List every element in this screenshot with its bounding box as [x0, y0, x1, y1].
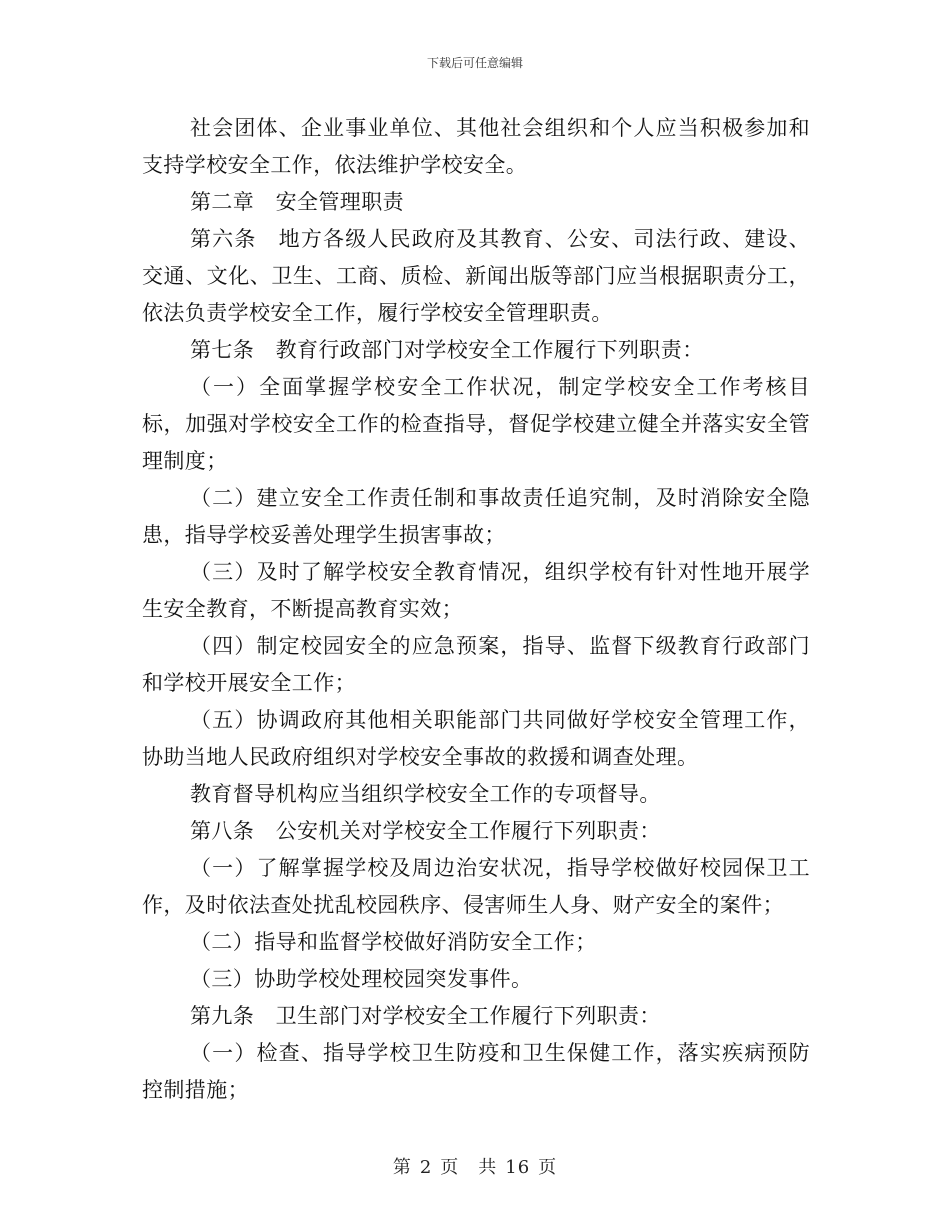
article-9: 第九条 卫生部门对学校安全工作履行下列职责：	[190, 1004, 661, 1028]
article-7-item-1: （一）全面掌握学校安全工作状况，制定学校安全工作考核目标，加强对学校安全工作的检查指导，督促学校建立健全并落实安全管理制度；	[142, 375, 810, 473]
page-footer	[0, 1153, 950, 1179]
chapter-heading: 第二章 安全管理职责	[190, 190, 404, 214]
article-8: 第八条 公安机关对学校安全工作履行下列职责：	[190, 819, 661, 843]
page-header: 下载后可任意编辑	[426, 56, 523, 70]
footer-middle: 页 共	[440, 1157, 498, 1178]
footer-current-page: 2	[419, 1157, 433, 1178]
document-body	[142, 110, 810, 1109]
article-8-item-2: （二）指导和监督学校做好消防安全工作；	[190, 930, 597, 954]
footer-prefix: 第	[392, 1157, 412, 1178]
article-8-item-1: （一）了解掌握学校及周边治安状况，指导学校做好校园保卫工作，及时依法查处扰乱校园秩序、侵害师生人身、财产安全的案件；	[142, 856, 810, 917]
article-7: 第七条 教育行政部门对学校安全工作履行下列职责：	[190, 338, 704, 362]
supervision-paragraph: 教育督导机构应当组织学校安全工作的专项督导。	[190, 782, 661, 806]
footer-suffix: 页	[538, 1157, 558, 1178]
footer-total-pages: 16	[505, 1157, 531, 1178]
article-9-item-1: （一）检查、指导学校卫生防疫和卫生保健工作，落实疾病预防控制措施；	[142, 1041, 810, 1102]
paragraph-1: 社会团体、企业事业单位、其他社会组织和个人应当积极参加和支持学校安全工作，依法维护学校安全。	[142, 116, 810, 177]
article-7-item-2: （二）建立安全工作责任制和事故责任追究制，及时消除安全隐患，指导学校妥善处理学生损害事故；	[142, 486, 810, 547]
article-7-item-3: （三）及时了解学校安全教育情况，组织学校有针对性地开展学生安全教育，不断提高教育实效；	[142, 560, 810, 621]
article-6: 第六条 地方各级人民政府及其教育、公安、司法行政、建设、交通、文化、卫生、工商、质检、新闻出版等部门应当根据职责分工，依法负责学校安全工作，履行学校安全管理职责。	[142, 227, 810, 325]
article-8-item-3: （三）协助学校处理校园突发事件。	[190, 967, 533, 991]
article-7-item-4: （四）制定校园安全的应急预案，指导、监督下级教育行政部门和学校开展安全工作；	[142, 634, 810, 695]
article-7-item-5: （五）协调政府其他相关职能部门共同做好学校安全管理工作，协助当地人民政府组织对学校安全事故的救援和调查处理。	[142, 708, 810, 769]
